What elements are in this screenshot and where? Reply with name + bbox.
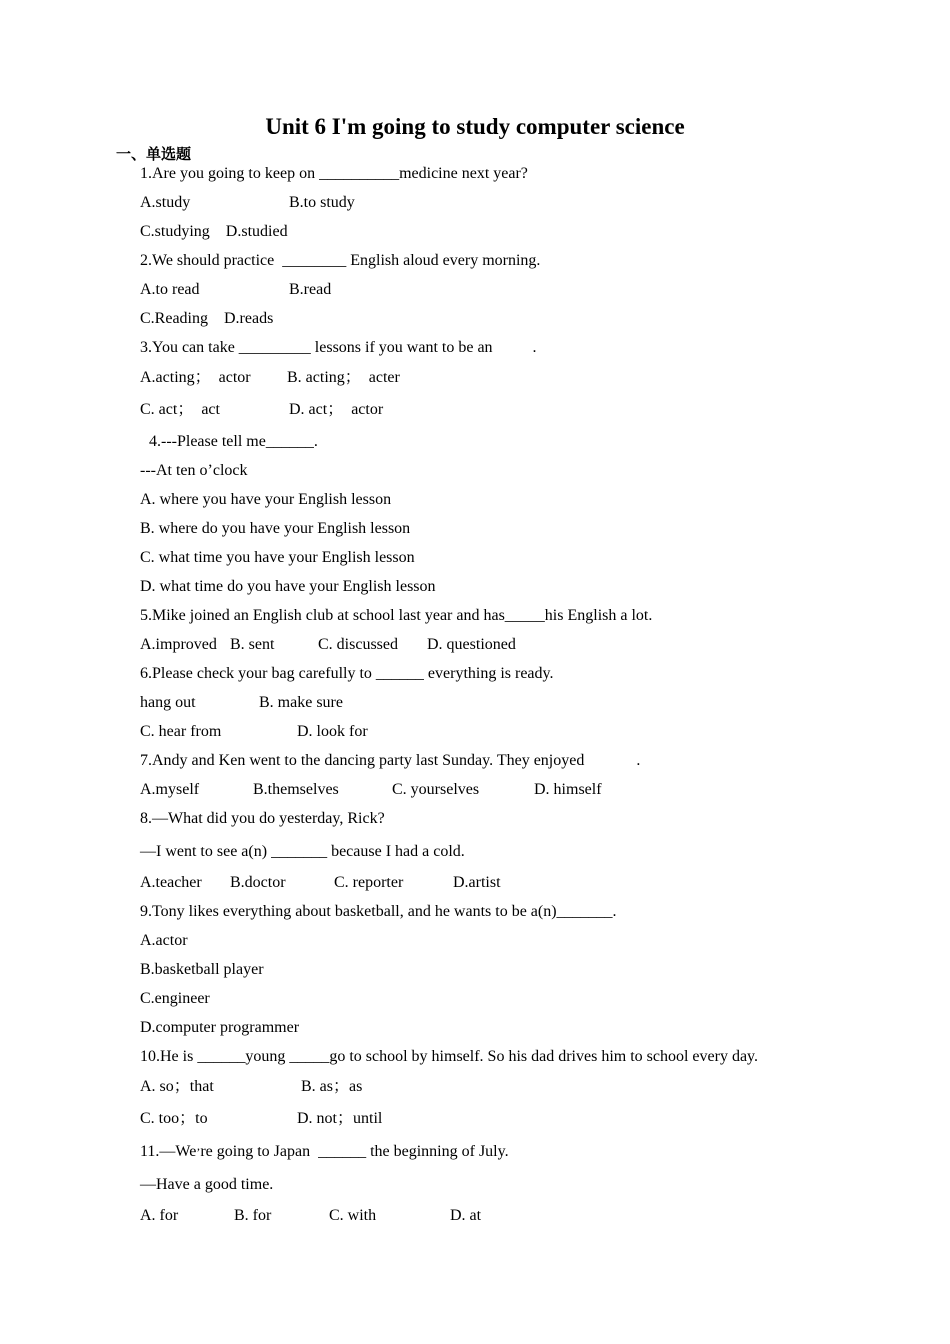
option-c: C. discussed — [318, 636, 398, 653]
option-d: D. act； actor — [289, 401, 384, 418]
question-stem: 4.---Please tell me______. — [149, 433, 318, 450]
apostrophe: ’ — [196, 1145, 201, 1159]
option-d: D. questioned — [427, 636, 516, 653]
option-a: A.acting； actor — [140, 369, 251, 386]
option-c: C.engineer — [140, 990, 210, 1007]
option-d: D. himself — [534, 781, 602, 798]
question-stem: 3.You can take _________ lessons if you want to be an . — [140, 339, 537, 356]
option-b: B. as；as — [301, 1078, 363, 1095]
option-c-d: C.Reading D.reads — [140, 310, 274, 327]
question-stem: 6.Please check your bag carefully to ______ everything is ready. — [140, 665, 554, 682]
option-d: D. what time do you have your English lesson — [140, 578, 436, 595]
option-a: A. for — [140, 1207, 179, 1224]
question-stem-end: re going to Japan ______ the beginning of July. — [200, 1143, 509, 1160]
option-c-d: C.studying D.studied — [140, 223, 288, 240]
question-stem — [140, 1142, 509, 1162]
option-a: A.actor — [140, 932, 188, 949]
option-c: C. with — [329, 1207, 377, 1224]
option-b: B. for — [234, 1207, 272, 1224]
option-b: B.read — [289, 281, 332, 298]
question-reply: —I went to see a(n) _______ because I had a cold. — [140, 843, 465, 860]
option-a: A. so；that — [140, 1078, 214, 1095]
option-d: D.artist — [453, 874, 501, 891]
section-heading: 一、单选题 — [116, 145, 192, 163]
option-c: C. hear from — [140, 723, 222, 740]
option-a: hang out — [140, 694, 196, 711]
option-c: C. yourselves — [392, 781, 480, 798]
option-a: A. where you have your English lesson — [140, 491, 392, 508]
question-stem: 8.—What did you do yesterday, Rick? — [140, 810, 385, 827]
option-a: A.myself — [140, 781, 200, 798]
option-b: B.to study — [289, 194, 355, 211]
question-reply: —Have a good time. — [140, 1176, 274, 1193]
option-b: B. where do you have your English lesson — [140, 520, 411, 537]
option-a: A.study — [140, 194, 191, 211]
question-stem: 2.We should practice ________ English aloud every morning. — [140, 252, 541, 269]
option-d: D. at — [450, 1207, 482, 1224]
question-stem: 1.Are you going to keep on __________medicine next year? — [140, 165, 528, 182]
question-stem: 7.Andy and Ken went to the dancing party last Sunday. They enjoyed . — [140, 752, 641, 769]
option-c: C. act； act — [140, 401, 220, 418]
question-stem-start: 11.—We — [140, 1143, 197, 1160]
option-c: C. reporter — [334, 874, 404, 891]
question-stem: 9.Tony likes everything about basketball, and he wants to be a(n)_______. — [140, 903, 617, 920]
option-b: B.basketball player — [140, 961, 264, 978]
option-b: B.themselves — [253, 781, 339, 798]
option-c: C. what time you have your English lesson — [140, 549, 415, 566]
option-b: B. acting； acter — [287, 369, 400, 386]
option-a: A.improved — [140, 636, 217, 653]
option-a: A.to read — [140, 281, 200, 298]
question-stem: 5.Mike joined an English club at school last year and has_____his English a lot. — [140, 607, 653, 624]
option-d: D. look for — [297, 723, 368, 740]
option-b: B.doctor — [230, 874, 286, 891]
option-b: B. make sure — [259, 694, 343, 711]
option-d: D.computer programmer — [140, 1019, 300, 1036]
option-c: C. too；to — [140, 1110, 208, 1127]
question-reply: ---At ten o’clock — [140, 462, 248, 479]
question-stem: 10.He is ______young _____go to school by himself. So his dad drives him to school every day. — [140, 1048, 759, 1065]
option-a: A.teacher — [140, 874, 202, 891]
option-d: D. not；until — [297, 1110, 383, 1127]
option-b: B. sent — [230, 636, 275, 653]
page-title: Unit 6 I'm going to study computer science — [265, 114, 685, 139]
